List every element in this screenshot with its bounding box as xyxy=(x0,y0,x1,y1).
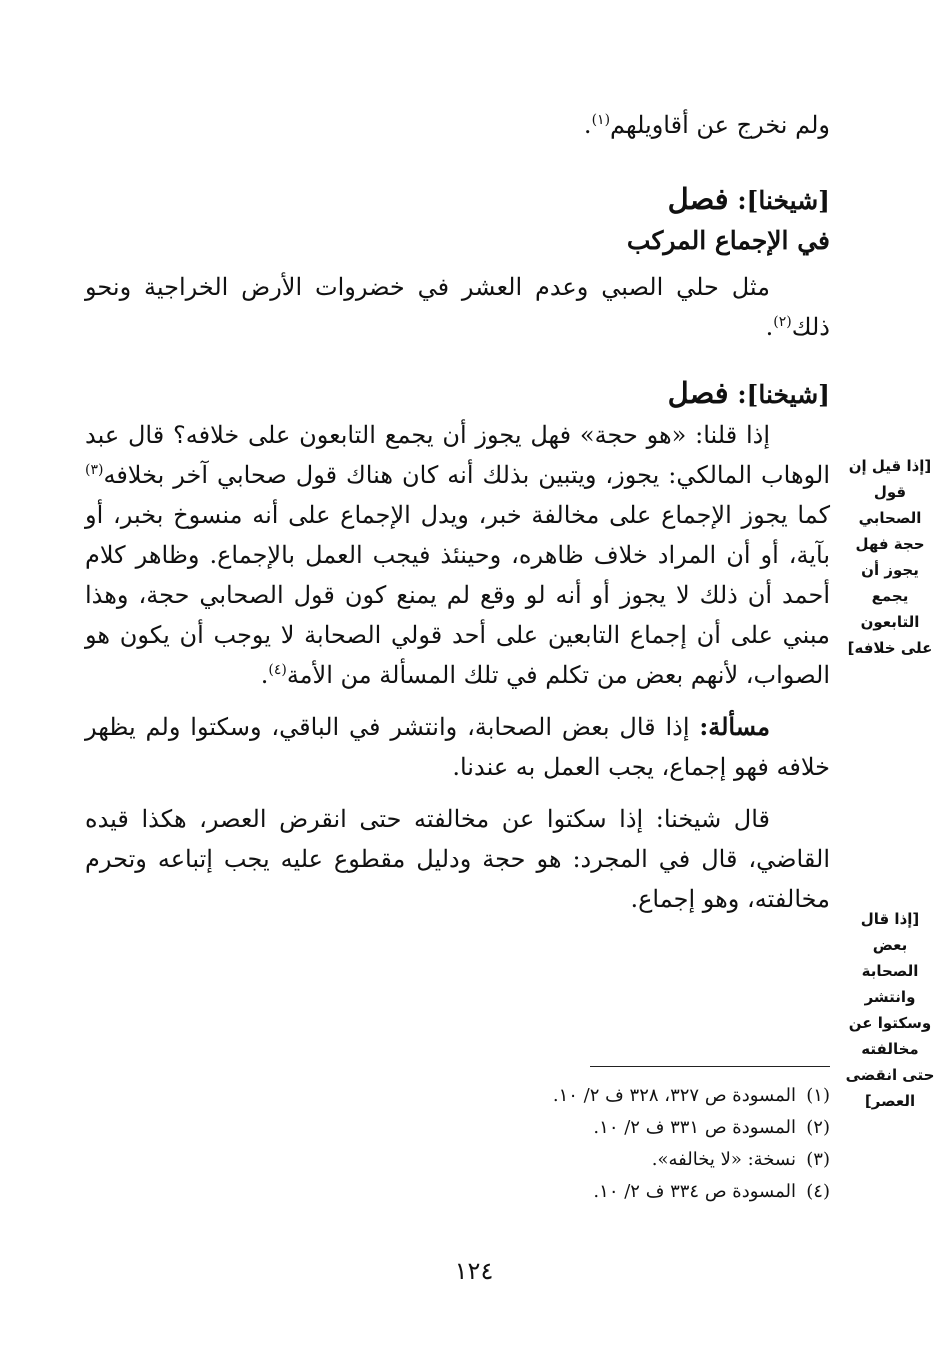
paragraph-2-text: مثل حلي الصبي وعدم العشر في خضروات الأرض الخراجية ونحو ذلك xyxy=(85,273,830,341)
masala-label: مسألة: xyxy=(699,712,770,741)
footnote-ref-2: (٢) xyxy=(773,314,792,330)
paragraph-2 xyxy=(85,267,830,347)
section-heading-1 xyxy=(85,179,830,221)
footnote-text: المسودة ص ٣٣١ ف ٢/ ١٠. xyxy=(593,1117,796,1138)
footnote-ref-4: (٤) xyxy=(268,662,287,678)
paragraph-4 xyxy=(85,707,830,787)
page-number: ١٢٤ xyxy=(454,1257,494,1285)
paragraph-3-text-a: إذا قلنا: «هو حجة» فهل يجوز أن يجمع التابعون على خلافه؟ قال عبد الوهاب المالكي: يجوز، ويتبين بذلك أنه كان هناك قول صحابي آخر بخلافه xyxy=(85,421,830,489)
margin-note-2: [إذا قال بعض الصحابة وانتشر وسكتوا عن مخالفته حتى انقضى العصر] xyxy=(845,910,935,1110)
footnote-ref-3: (٣) xyxy=(85,462,104,478)
footnote-item xyxy=(330,1112,830,1144)
footnote-number: (٢) xyxy=(806,1117,830,1138)
paragraph-4-text: إذا قال بعض الصحابة، وانتشر في الباقي، وسكتوا ولم يظهر خلافه فهو إجماع، يجب العمل به عندنا. xyxy=(85,713,830,781)
paragraph-3-text-b: كما يجوز الإجماع على مخالفة خبر، ويدل الإجماع على أنه منسوخ بخبر، أو بآية، أو أن المراد خلاف ظاهره، وحينئذ فيجب العمل بالإجماع. وظاهر كلام أحمد أن ذلك لا يجوز أو أنه لو وقع لم يمنع كون قول الصحابي حجة، وهذا مبني على أن إجماع التابعين على أحد قولي الصحابة لا يوجب أن يكون هو الصواب، لأنهم بعض من تكلم في تلك المسألة من الأمة xyxy=(85,501,830,689)
footnote-text: المسودة ص ٣٣٤ ف ٢/ ١٠. xyxy=(593,1181,796,1202)
paragraph-5: قال شيخنا: إذا سكتوا عن مخالفته حتى انقرض العصر، هكذا قيده القاضي، قال في المجرد: هو حجة ودليل مقطوع عليه يجب إتباعه وتحرم مخالفته، وهو إجماع. xyxy=(85,805,830,913)
margin-note-1: [إذا قيل إن قول الصحابي حجة فهل يجوز أن يجمع التابعون على خلافه] xyxy=(847,457,933,657)
footnotes xyxy=(330,1080,830,1208)
footnote-number: (١) xyxy=(806,1085,830,1106)
footnote-item xyxy=(330,1176,830,1208)
main-text xyxy=(85,105,830,919)
heading-1-prefix: [شيخنا]: xyxy=(728,186,830,215)
paragraph-3 xyxy=(85,415,830,695)
footnote-number: (٣) xyxy=(806,1149,830,1170)
footnote-ref-1: (١) xyxy=(591,112,611,128)
footnote-item xyxy=(330,1144,830,1176)
paragraph-1-end: . xyxy=(583,111,592,139)
footnote-divider xyxy=(590,1066,830,1067)
footnote-text: المسودة ص ٣٢٧، ٣٢٨ ف ٢/ ١٠. xyxy=(552,1085,796,1106)
footnote-item xyxy=(330,1080,830,1112)
footnote-text: نسخة: «لا يخالفه». xyxy=(651,1149,796,1170)
heading-2-word: فصل xyxy=(667,376,729,410)
paragraph-1-text: ولم نخرج عن أقاويلهم xyxy=(610,111,830,139)
paragraph-1 xyxy=(85,105,830,145)
paragraph-2-end: . xyxy=(765,313,774,341)
section-heading-2 xyxy=(85,373,830,415)
section-subheading: في الإجماع المركب xyxy=(626,226,830,255)
footnote-number: (٤) xyxy=(806,1181,830,1202)
paragraph-3-end: . xyxy=(260,661,269,689)
heading-2-prefix: [شيخنا]: xyxy=(728,380,830,409)
heading-1-word: فصل xyxy=(667,182,729,216)
